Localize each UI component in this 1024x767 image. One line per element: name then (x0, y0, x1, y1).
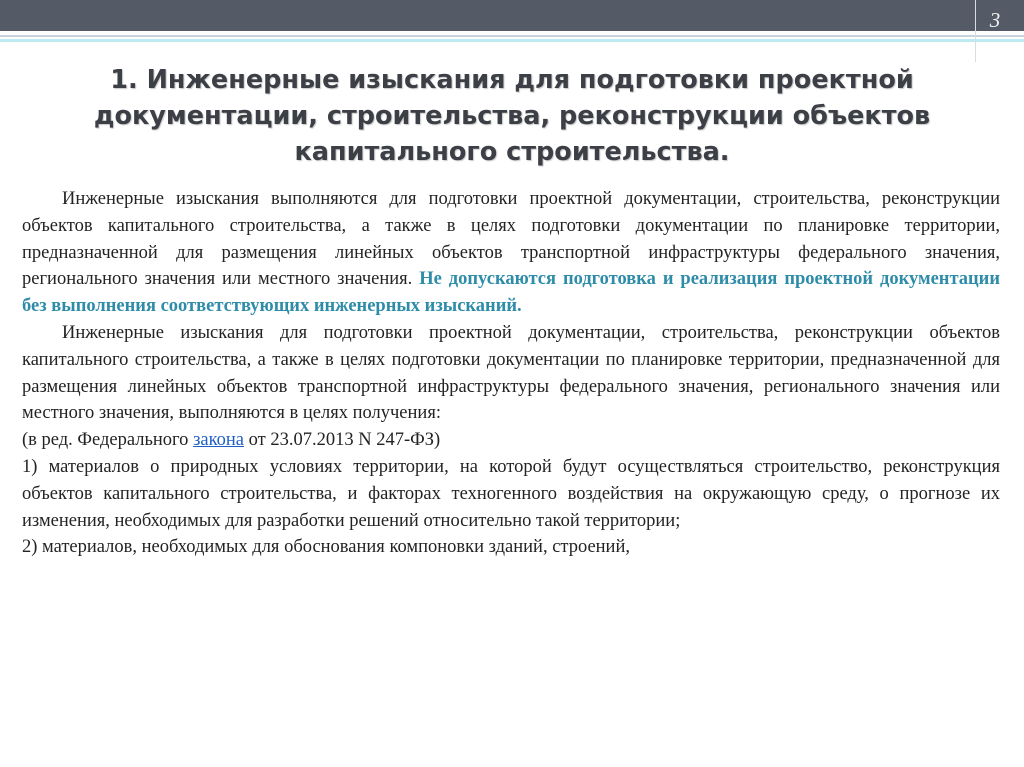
law-link[interactable]: закона (193, 430, 244, 451)
page-number-divider (975, 0, 976, 62)
accent-line-light (0, 39, 1024, 42)
body-text (22, 186, 1000, 561)
amendment-prefix: (в ред. Федерального (22, 430, 189, 451)
paragraph-1 (22, 186, 1000, 320)
accent-line (0, 35, 1024, 37)
amendment-note (22, 427, 1000, 454)
list-item-1: 1) материалов о природных условиях территории, на которой будут осуществляться строительство, реконструкция объектов капитального строительства, и факторах техногенного воздействия на окружающую среду, о прогнозе их изменения, необходимых для разработки решений относительно такой территории; (22, 456, 1000, 531)
page-number: 3 (989, 8, 1001, 32)
page-title: 1. Инженерные изыскания для подготовки проектной документации, строительства, реконструкции объектов капитального строительства. (93, 65, 931, 167)
paragraph-2: Инженерные изыскания для подготовки проектной документации, строительства, реконструкции объектов капитального строительства, а также в целях подготовки документации по планировке территории, предназначенной для размещения линейных объектов транспортной инфраструктуры федерального значения, регионального значения или местного значения, выполняются в целях получения: (22, 322, 1000, 424)
list-item-2: 2) материалов, необходимых для обоснования компоновки зданий, строений, (22, 537, 630, 558)
amendment-suffix: от 23.07.2013 N 247-ФЗ) (248, 430, 441, 451)
emphasis-statement: Не допускаются подготовка и реализация проектной документации без выполнения соответствующих инженерных изысканий. (22, 269, 1001, 317)
header-band (0, 0, 1024, 31)
paragraph-1-text: Инженерные изыскания выполняются для подготовки проектной документации, строительства, реконструкции объектов капитального строительства, а также в целях подготовки документации по планировке территории, предназначенной для размещения линейных объектов транспортной инфраструктуры федерального значения, регионального значения или местного значения. (22, 189, 1000, 290)
